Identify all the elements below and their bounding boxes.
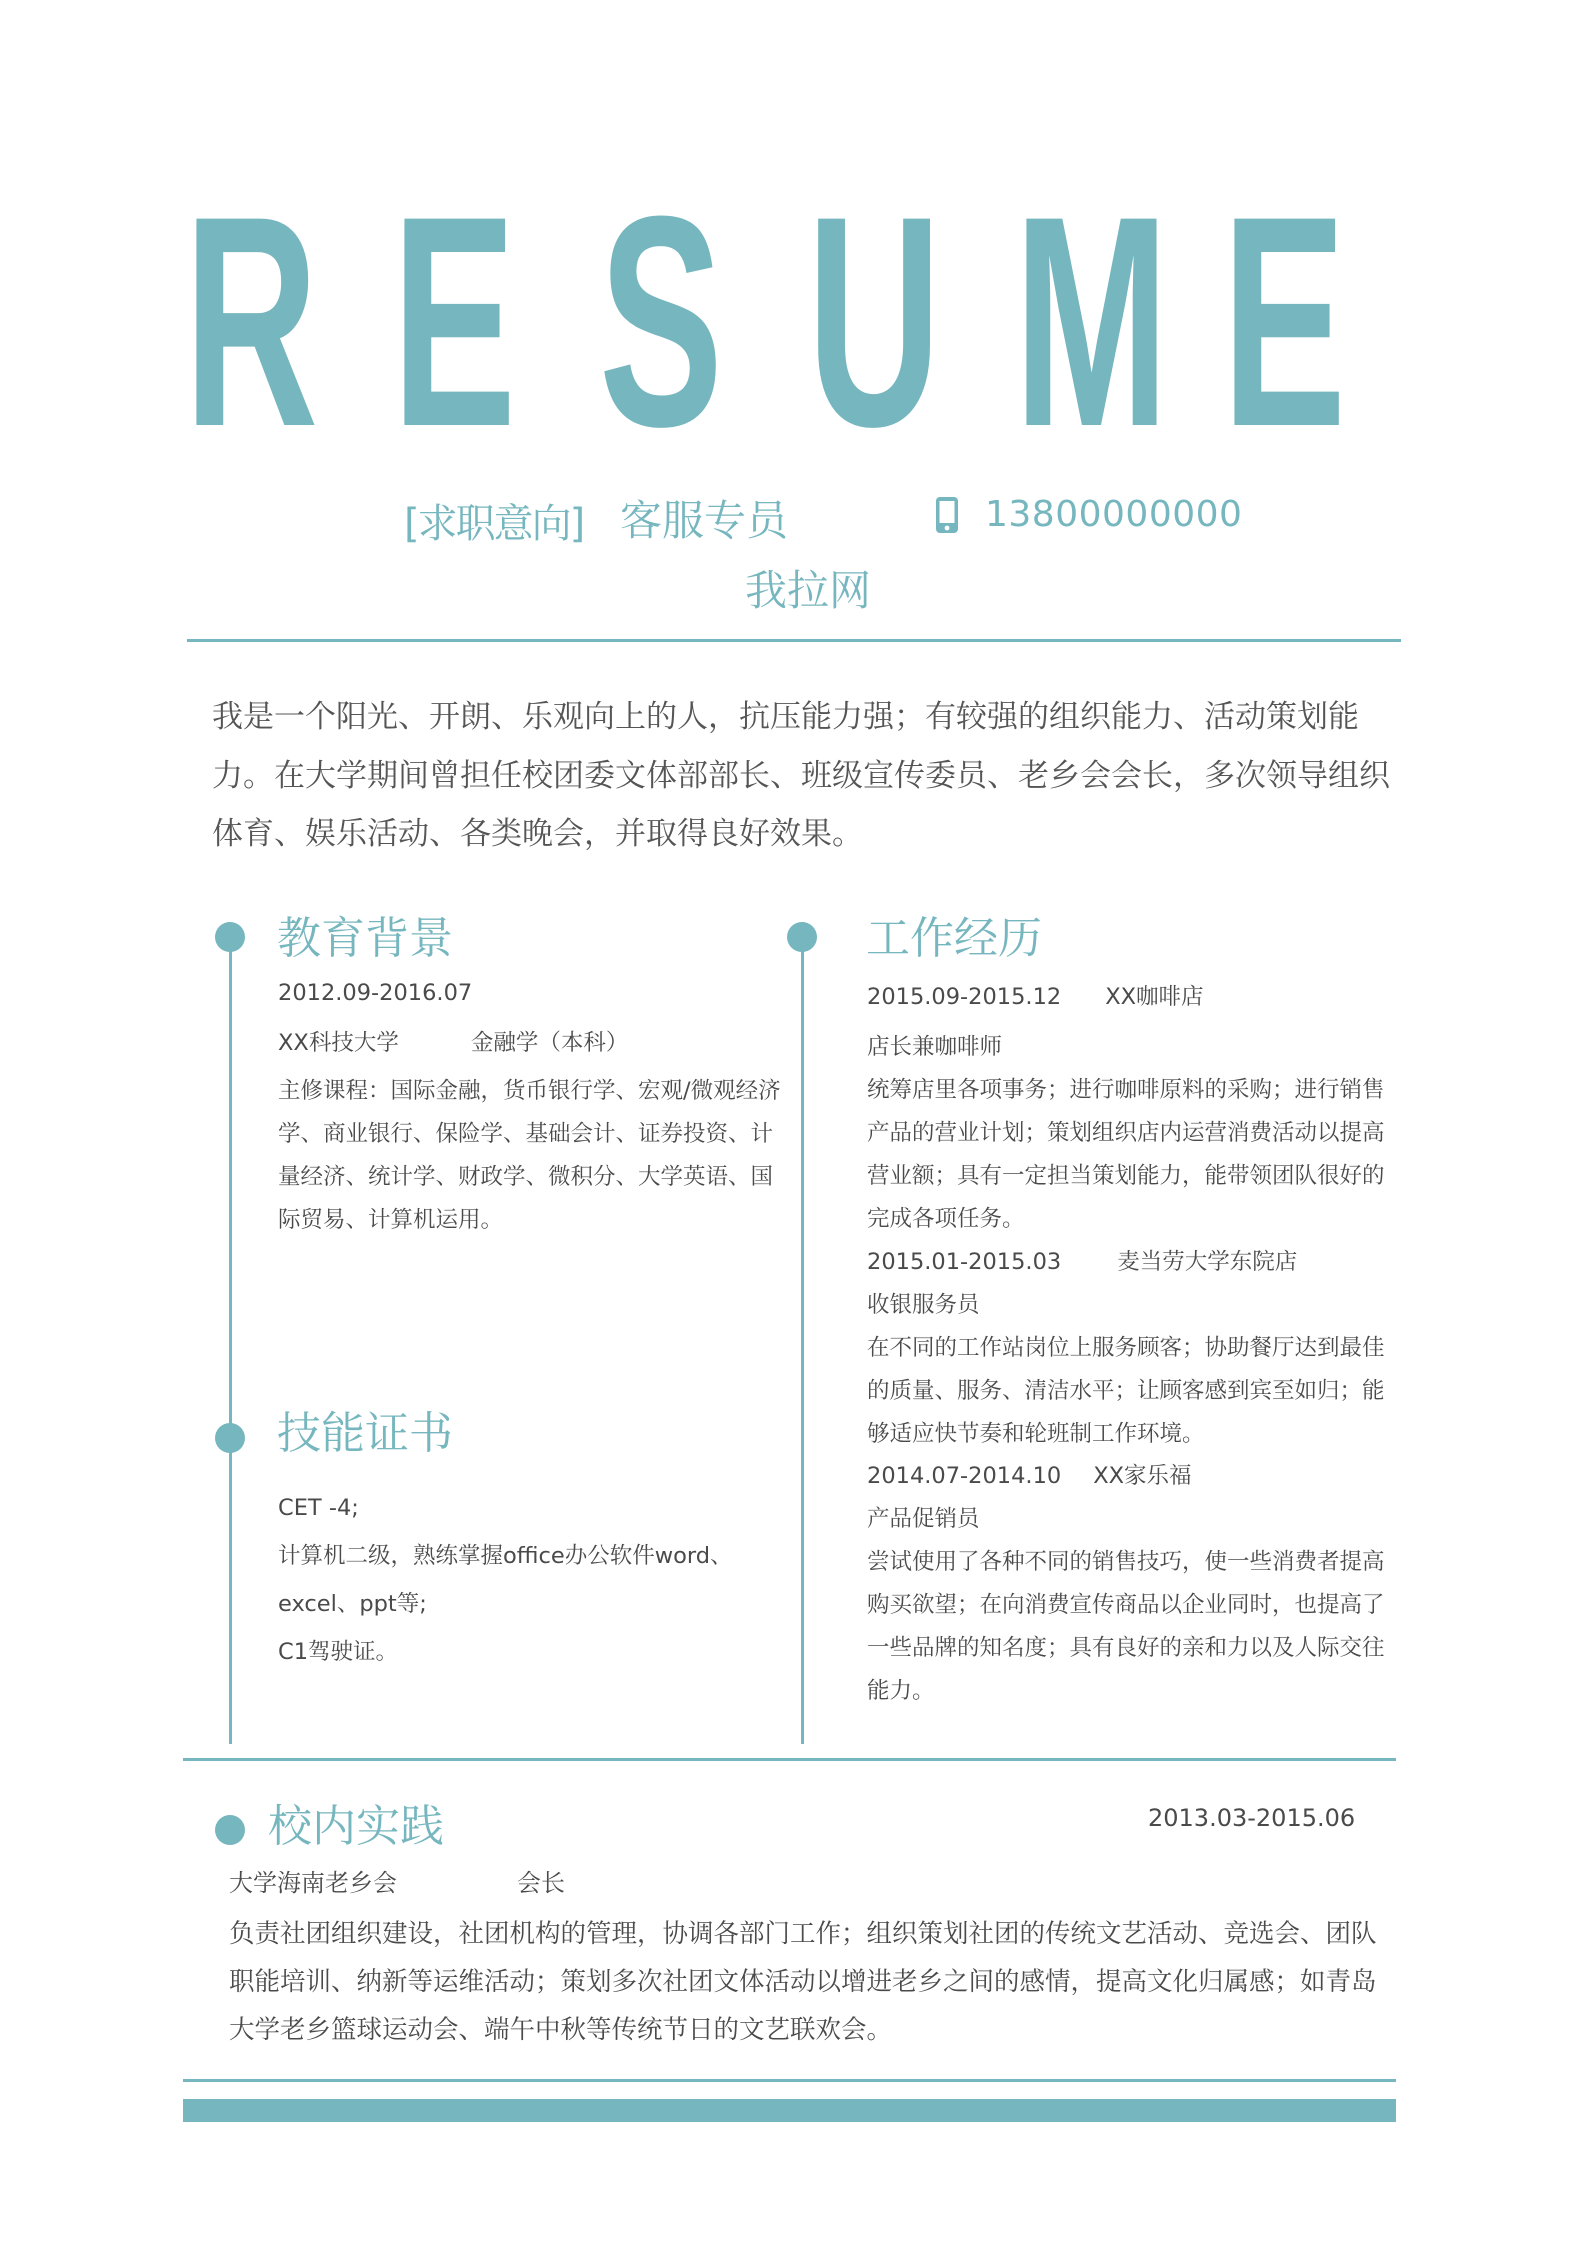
work-bullet-icon	[787, 922, 817, 952]
header-divider	[187, 639, 1401, 642]
campus-description: 负责社团组织建设，社团机构的管理，协调各部门工作；组织策划社团的传统文艺活动、竞选会、团队职能培训、纳新等运维活动；策划多次社团文体活动以增进老乡之间的感情，提高文化归属感；如青岛大学老乡篮球运动会、端午中秋等传统节日的文艺联欢会。	[229, 1919, 1377, 2045]
education-major: 金融学（本科）	[470, 1030, 629, 1056]
phone-number: 13800000000	[985, 494, 1243, 535]
title-letter: M	[1014, 153, 1170, 489]
title-letter: E	[1221, 153, 1347, 489]
skill-item: C1驾驶证。	[278, 1639, 399, 1665]
job-period: 2015.09-2015.12	[867, 984, 1062, 1010]
campus-organization: 大学海南老乡会	[229, 1869, 397, 1897]
campus-org-row	[229, 1862, 565, 1905]
campus-position: 会长	[517, 1869, 565, 1897]
job-employer: XX咖啡店	[1105, 984, 1204, 1010]
education-bullet-icon	[215, 922, 245, 952]
right-timeline-line	[801, 937, 804, 1744]
job-period: 2015.01-2015.03	[867, 1249, 1062, 1275]
work-heading: 工作经历	[866, 913, 1042, 964]
job-employer: XX家乐福	[1093, 1463, 1192, 1489]
education-heading: 教育背景	[277, 913, 453, 964]
skills-heading: 技能证书	[277, 1408, 453, 1459]
job-role: 收银服务员	[867, 1292, 980, 1318]
title-letter: U	[806, 153, 942, 489]
work-entry	[867, 1455, 1397, 1713]
footer-bar	[183, 2099, 1396, 2122]
skill-item: 计算机二级，熟练掌握office办公软件word、excel、ppt等;	[278, 1543, 733, 1617]
campus-period: 2013.03-2015.06	[1148, 1804, 1356, 1832]
job-role: 店长兼咖啡师	[867, 1034, 1003, 1060]
education-school-row	[278, 1022, 628, 1065]
campus-heading: 校内实践	[268, 1801, 444, 1852]
work-entry	[867, 976, 1397, 1241]
section-divider	[183, 1758, 1396, 1761]
self-summary: 我是一个阳光、开朗、乐观向上的人，抗压能力强；有较强的组织能力、活动策划能力。在大学期间曾担任校团委文体部部长、班级宣传委员、老乡会会长，多次领导组织体育、娱乐活动、各类晚会，并取得良好效果。	[212, 699, 1390, 852]
education-courses: 主修课程：国际金融，货币银行学、宏观/微观经济学、商业银行、保险学、基础会计、证券投资、计量经济、统计学、财政学、微积分、大学英语、国际贸易、计算机运用。	[278, 1078, 781, 1233]
title-letter: E	[391, 153, 516, 489]
skill-item: CET -4;	[278, 1495, 359, 1521]
job-header	[867, 1241, 1397, 1284]
education-school: XX科技大学	[278, 1030, 399, 1056]
work-entry	[867, 1241, 1397, 1456]
left-timeline-line	[229, 937, 232, 1744]
skills-list	[278, 1484, 788, 1676]
footer-rule	[183, 2079, 1396, 2082]
job-intent-label: [求职意向]	[404, 501, 584, 547]
target-company: 我拉网	[745, 566, 872, 615]
title-letter: S	[599, 153, 724, 489]
skills-bullet-icon	[215, 1423, 245, 1453]
job-title: 客服专员	[620, 496, 789, 545]
campus-bullet-icon	[215, 1815, 245, 1845]
education-period: 2012.09-2016.07	[278, 980, 473, 1006]
job-description: 统筹店里各项事务；进行咖啡原料的采购；进行销售产品的营业计划；策划组织店内运营消费活动以提高营业额；具有一定担当策划能力，能带领团队很好的完成各项任务。	[867, 1077, 1385, 1232]
job-period: 2014.07-2014.10	[867, 1463, 1062, 1489]
title-letter: R	[184, 153, 319, 489]
job-header	[867, 1455, 1397, 1498]
resume-title	[184, 153, 1370, 489]
mobile-phone-icon	[936, 497, 958, 533]
job-header	[867, 976, 1397, 1019]
job-role: 产品促销员	[867, 1506, 980, 1532]
job-description: 尝试使用了各种不同的销售技巧，使一些消费者提高购买欲望；在向消费宣传商品以企业同时，也提高了一些品牌的知名度；具有良好的亲和力以及人际交往能力。	[867, 1549, 1385, 1704]
job-description: 在不同的工作站岗位上服务顾客；协助餐厅达到最佳的质量、服务、清洁水平；让顾客感到宾至如归；能够适应快节奏和轮班制工作环境。	[867, 1335, 1385, 1447]
job-employer: 麦当劳大学东院店	[1117, 1249, 1298, 1275]
